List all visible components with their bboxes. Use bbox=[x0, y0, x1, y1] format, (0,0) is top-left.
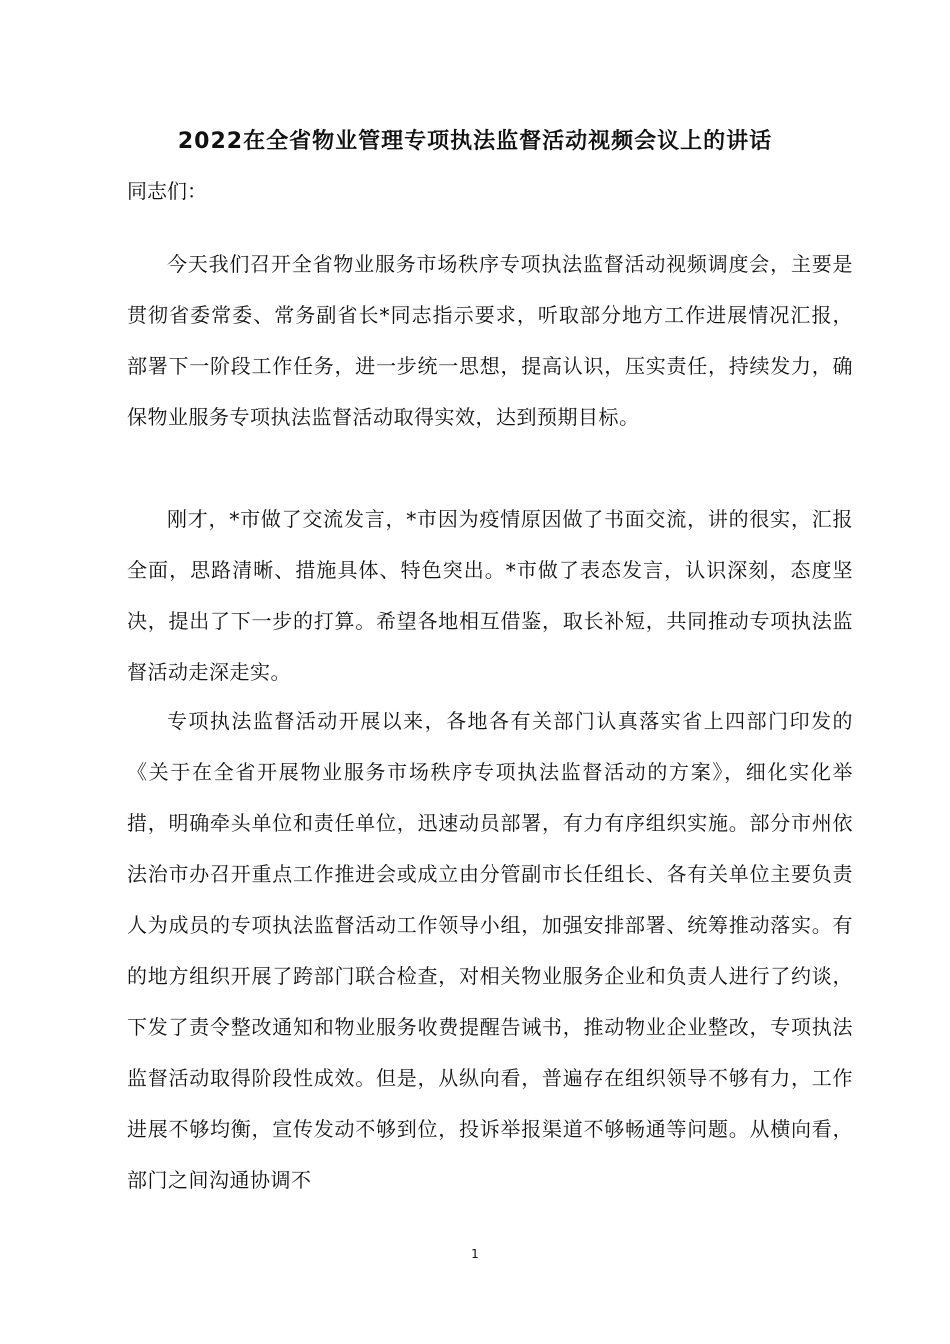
page-number: 1 bbox=[471, 1247, 479, 1261]
paragraph-1: 今天我们召开全省物业服务市场秩序专项执法监督活动视频调度会，主要是贯彻省委常委、常务副省长*同志指示要求，听取部分地方工作进展情况汇报，部署下一阶段工作任务，进一步统一思想，提高认识，压实责任，持续发力，确保物业服务专项执法监督活动取得实效，达到预期目标。 bbox=[127, 252, 853, 429]
document-title: 2022在全省物业管理专项执法监督活动视频会议上的讲话 bbox=[177, 129, 773, 154]
salutation: 同志们： bbox=[127, 179, 207, 203]
paragraph-2: 刚才，*市做了交流发言，*市因为疫情原因做了书面交流，讲的很实，汇报全面，思路清晰、措施具体、特色突出。*市做了表态发言，认识深刻，态度坚决，提出了下一步的打算。希望各地相互借鉴，取长补短，共同推动专项执法监督活动走深走实。 bbox=[127, 507, 853, 684]
paragraph-3: 专项执法监督活动开展以来，各地各有关部门认真落实省上四部门印发的《关于在全省开展物业服务市场秩序专项执法监督活动的方案》，细化实化举措，明确牵头单位和责任单位，迅速动员部署，有力有序组织实施。部分市州依法治市办召开重点工作推进会或成立由分管副市长任组长、各有关单位主要负责人为成员的专项执法监督活动工作领导小组，加强安排部署、统筹推动落实。有的地方组织开展了跨部门联合检查，对相关物业服务企业和负责人进行了约谈，下发了责令整改通知和物业服务收费提醒告诫书，推动物业企业整改，专项执法监督活动取得阶段性成效。但是，从纵向看，普遍存在组织领导不够有力，工作进展不够均衡，宣传发动不够到位，投诉举报渠道不够畅通等问题。从横向看，部门之间沟通协调不 bbox=[127, 709, 853, 1192]
